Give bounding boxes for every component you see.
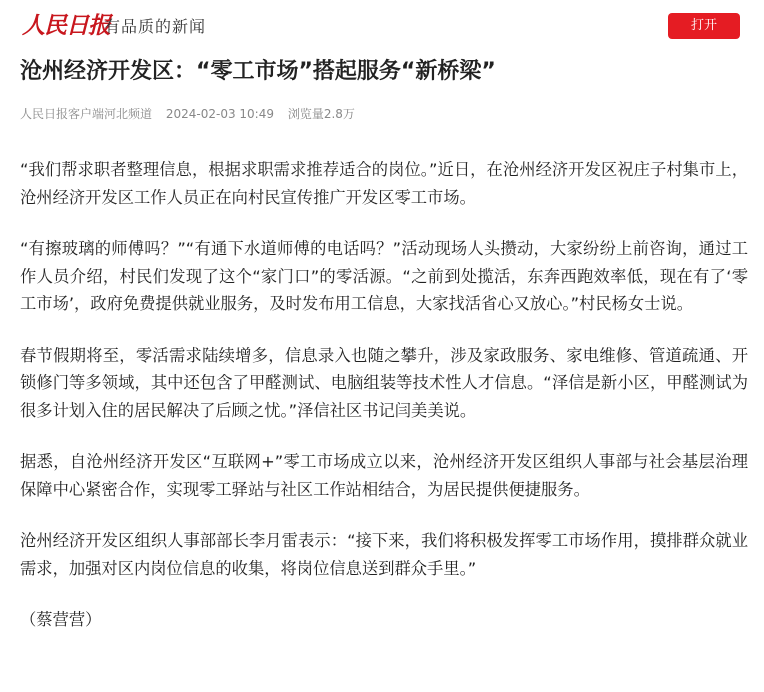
people-daily-logo[interactable]: 人民日报 (22, 12, 110, 39)
article-title: 沧州经济开发区：“零工市场”搭起服务“新桥梁” (20, 59, 496, 84)
article-datetime: 2024-02-03 10:49 (165, 107, 274, 121)
open-app-button[interactable]: 打开 (668, 13, 740, 39)
article-views: 浏览量2.8万 (287, 107, 355, 121)
article-paragraph: “我们帮求职者整理信息，根据求职需求推荐适合的岗位。”近日，在沧州经济开发区祝庄子村集市上，沧州经济开发区工作人员正在向村民宣传推广开发区零工市场。 (20, 160, 748, 207)
header-slogan: 有品质的新闻 (104, 17, 207, 36)
article-paragraph: “有擦玻璃的师傅吗？”“有通下水道师傅的电话吗？”活动现场人头攒动，大家纷纷上前咨询，通过工作人员介绍，村民们发现了这个“家门口”的零活源。“之前到处揽活，东奔西跑效率低，现在有了‘零工市场’，政府免费提供就业服务，及时发布用工信息，大家找活省心又放心。”村民杨女士说。 (20, 239, 748, 313)
article-source[interactable]: 人民日报客户端河北频道 (20, 107, 153, 121)
article-paragraph: 春节假期将至，零活需求陆续增多，信息录入也随之攀升，涉及家政服务、家电维修、管道疏通、开锁修门等多领域，其中还包含了甲醛测试、电脑组装等技术性人才信息。“泽信是新小区，甲醛测试为很多计划入住的居民解决了后顾之忧。”泽信社区书记闫美美说。 (20, 345, 748, 420)
article-body (20, 156, 748, 658)
article-paragraph: 据悉，自沧州经济开发区“互联网+”零工市场成立以来，沧州经济开发区组织人事部与社会基层治理保障中心紧密合作，实现零工驿站与社区工作站相结合，为居民提供便捷服务。 (20, 452, 748, 499)
app-header (0, 0, 764, 50)
article-author: （蔡营营） (20, 610, 102, 629)
article-paragraph: 沧州经济开发区组织人事部部长李月雷表示：“接下来，我们将积极发挥零工市场作用，摸排群众就业需求，加强对区内岗位信息的收集，将岗位信息送到群众手里。” (20, 531, 748, 578)
article-meta (20, 105, 365, 123)
